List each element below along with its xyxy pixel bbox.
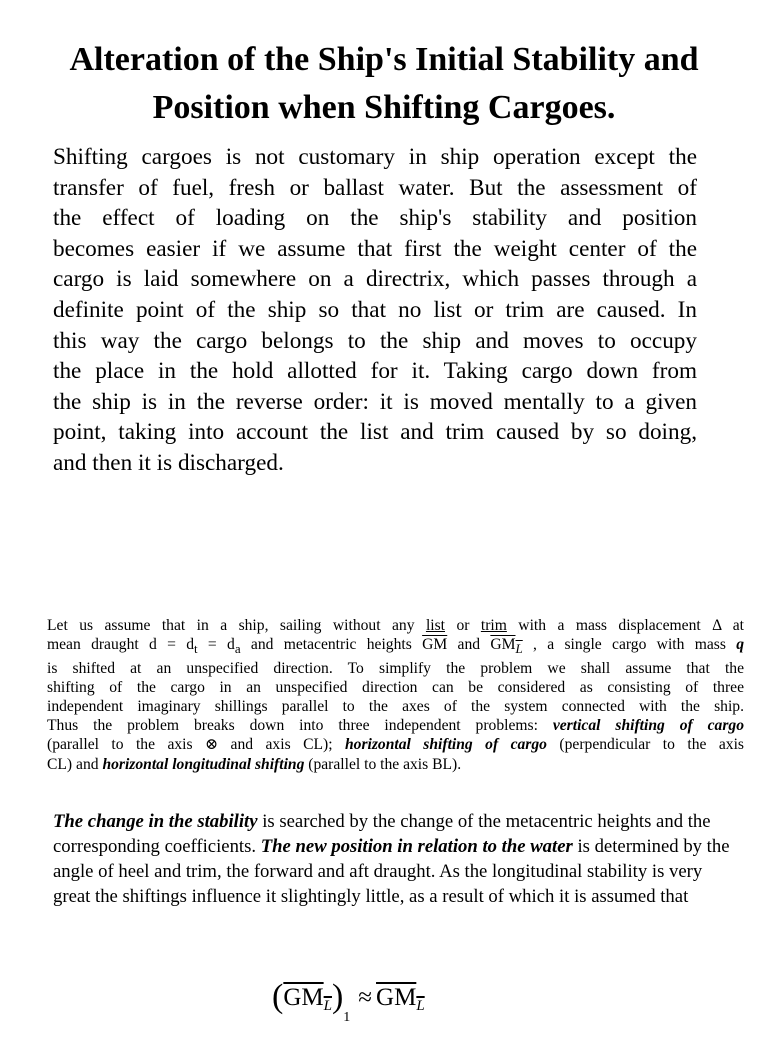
title-line-2: Position when Shifting Cargoes. xyxy=(152,89,616,126)
text: CL) and xyxy=(47,755,103,773)
subscript-L: L xyxy=(323,998,332,1014)
assumption-paragraph xyxy=(47,616,744,774)
text: and metacentric heights xyxy=(240,636,423,654)
assumption-line-8 xyxy=(47,755,744,774)
trim-term: trim xyxy=(480,617,507,634)
assumption-line-4: shifting of the cargo in an unspecified direction can be considered as consisting of three xyxy=(47,678,744,696)
text: is searched by the change of the metacentric heights and the corresponding coefficients. xyxy=(53,811,711,857)
intro-line: cargo is laid somewhere on a directrix, which passes through a xyxy=(53,266,697,293)
subscript-a: a xyxy=(234,641,241,657)
new-position-term: The new position in relation to the water xyxy=(260,836,573,857)
page-title xyxy=(20,36,748,132)
text: Thus the problem breaks down into three independent problems: xyxy=(47,717,553,735)
intro-line: definite point of the ship so that no list or trim are caused. In xyxy=(53,296,697,323)
assumption-line-3: is shifted at an unspecified direction. To simplify the problem we shall assume that the xyxy=(47,659,744,677)
text: Let us assume that in a ship, sailing without any xyxy=(47,617,426,634)
text: (parallel to the axis BL). xyxy=(304,755,462,773)
intro-line: transfer of fuel, fresh or ballast water. But the assessment of xyxy=(53,174,697,201)
title-line-1: Alteration of the Ship's Initial Stability and xyxy=(69,41,699,78)
close-paren: ) xyxy=(331,978,344,1015)
assumption-line-6 xyxy=(47,716,744,735)
intro-line: the place in the hold allotted for it. Taking cargo down from xyxy=(53,358,697,385)
intro-line: and then it is discharged. xyxy=(53,449,284,476)
horizontal-shifting-term: horizontal shifting of cargo xyxy=(344,736,547,754)
stability-change-term: The change in the stability xyxy=(53,811,258,832)
subscript-L: L xyxy=(515,641,523,657)
text: or xyxy=(445,617,481,634)
stability-formula xyxy=(272,972,425,1025)
stability-paragraph xyxy=(53,809,733,909)
gml-right xyxy=(376,984,425,1014)
intro-line: point, taking into account the list and trim caused by so doing, xyxy=(53,419,697,446)
text: (parallel to the axis ⊗ and axis CL); xyxy=(47,736,345,754)
text: mean draught d = d xyxy=(47,636,194,654)
gm-text: GM xyxy=(376,984,417,1011)
approx-symbol: ≈ xyxy=(358,984,373,1011)
subscript-L: L xyxy=(416,998,425,1014)
text: (perpendicular to the axis xyxy=(546,736,744,754)
text: with a mass displacement Δ at xyxy=(506,617,744,634)
intro-paragraph xyxy=(53,142,697,479)
assumption-line-7 xyxy=(47,735,744,754)
gml-symbol xyxy=(490,636,523,657)
intro-line: becomes easier if we assume that first the weight center of the xyxy=(53,235,697,262)
gm-text: GM xyxy=(490,636,516,654)
list-term: list xyxy=(425,617,446,634)
text: = d xyxy=(197,636,235,654)
text: is determined by the angle of heel and trim, the forward and aft draught. As the longitudinal stability is very great the shiftings influence it slightingly little, as a result of which it is assumed that xyxy=(53,836,730,907)
subscript-1: 1 xyxy=(343,1010,351,1025)
text: , a single cargo with mass xyxy=(522,636,737,654)
assumption-line-5: independent imaginary shillings parallel to the axes of the system connected with the ship. xyxy=(47,697,744,715)
intro-line: Shifting cargoes is not customary in ship operation except the xyxy=(53,144,697,170)
gm-symbol: $\overline{GM}$ xyxy=(422,636,448,654)
intro-line: this way the cargo belongs to the ship and moves to occupy xyxy=(53,327,697,354)
subscript-t: t xyxy=(194,641,198,657)
vertical-shifting-term: vertical shifting of cargo xyxy=(552,717,745,735)
intro-line: the effect of loading on the ship's stability and position xyxy=(53,205,697,232)
intro-line: the ship is in the reverse order: it is moved mentally to a given xyxy=(53,388,697,415)
gm-text: GM xyxy=(283,984,324,1011)
mass-q: q xyxy=(736,636,744,654)
assumption-line-1 xyxy=(47,616,744,635)
gml-left xyxy=(283,984,332,1014)
text: and xyxy=(447,636,491,654)
assumption-line-2 xyxy=(47,635,744,658)
longitudinal-shifting-term: horizontal longitudinal shifting xyxy=(102,755,305,773)
open-paren: ( xyxy=(272,978,284,1015)
